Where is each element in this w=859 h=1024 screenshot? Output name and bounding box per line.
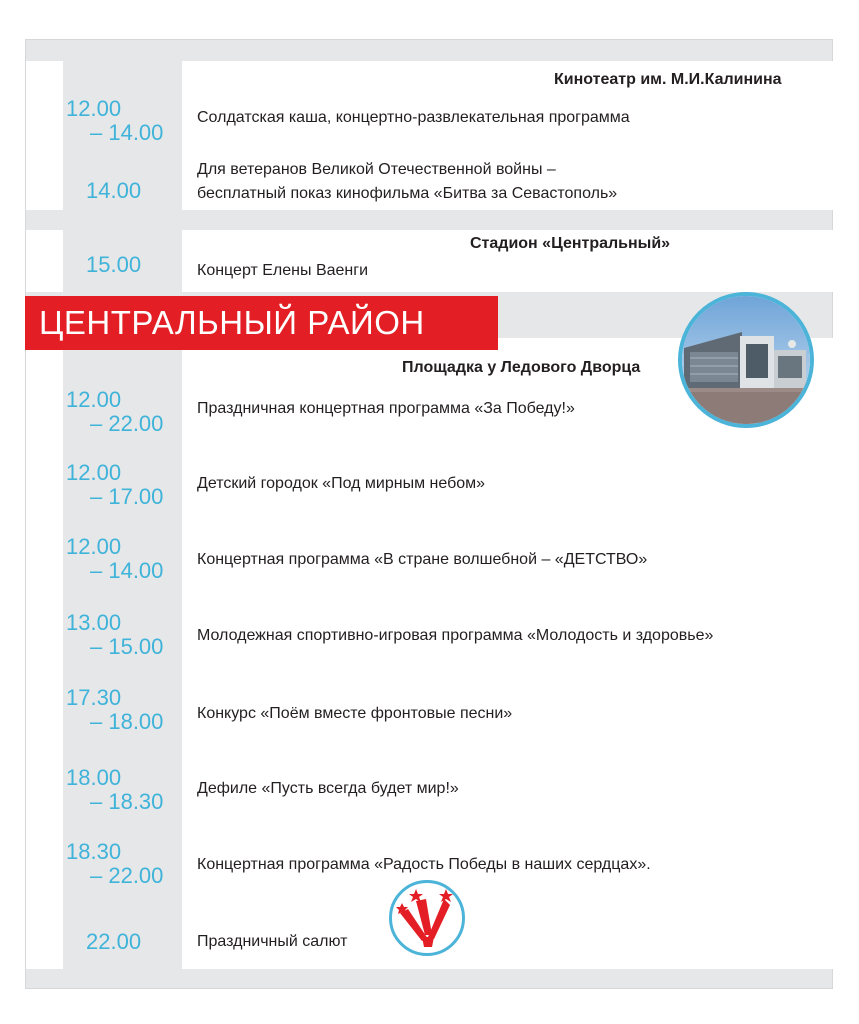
time-end: – 14.00 [90,120,164,145]
time-start: 18.00 [66,765,122,790]
event-text: Праздничный салют [197,933,348,950]
event-text: Молодежная спортивно-игровая программа «Молодость и здоровье» [197,627,714,644]
time-end: – 17.00 [90,484,164,509]
time-start: 15.00 [86,252,142,277]
event-time [66,766,163,814]
time-start: 17.30 [66,685,122,710]
ice-palace-photo [678,292,814,428]
district-title: ЦЕНТРАЛЬНЫЙ РАЙОН [25,296,498,350]
time-start: 12.00 [66,460,122,485]
venue-title: Кинотеатр им. М.И.Калинина [554,71,782,88]
fireworks-icon [389,880,465,956]
time-end: – 18.00 [90,709,164,734]
event-text: Детский городок «Под мирным небом» [197,475,486,492]
event-time [66,535,163,583]
time-end: – 22.00 [90,863,164,888]
time-start: 18.30 [66,839,122,864]
event-time [66,611,163,659]
time-start: 22.00 [86,929,142,954]
event-text: Концертная программа «В стране волшебной – «ДЕТСТВО» [197,551,648,568]
event-time [66,686,163,734]
event-time [66,388,163,436]
venue-title: Площадка у Ледового Дворца [402,359,641,376]
time-end: – 18.30 [90,789,164,814]
time-start: 12.00 [66,96,122,121]
event-time [86,930,141,954]
event-time [66,97,163,145]
event-text: Праздничная концертная программа «За Победу!» [197,400,575,417]
event-text: Конкурс «Поём вместе фронтовые песни» [197,705,513,722]
event-text: Дефиле «Пусть всегда будет мир!» [197,780,459,797]
venue-title: Стадион «Центральный» [470,235,671,252]
event-text-line: Для ветеранов Великой Отечественной войны – [197,161,556,178]
event-text [197,158,617,206]
time-start: 12.00 [66,387,122,412]
event-time [86,179,141,203]
time-end: – 22.00 [90,411,164,436]
event-text: Концерт Елены Ваенги [197,262,369,279]
event-time [66,461,163,509]
event-text: Концертная программа «Радость Победы в наших сердцах». [197,856,651,873]
time-end: – 14.00 [90,558,164,583]
fireworks-drawing [392,883,462,953]
event-text-line: бесплатный показ кинофильма «Битва за Севастополь» [197,185,618,202]
event-time [66,840,163,888]
ice-palace-illustration [682,296,810,424]
event-text: Солдатская каша, концертно-развлекательная программа [197,109,630,126]
time-start: 14.00 [86,178,142,203]
time-end: – 15.00 [90,634,164,659]
time-start: 13.00 [66,610,122,635]
time-start: 12.00 [66,534,122,559]
event-time [86,253,141,277]
